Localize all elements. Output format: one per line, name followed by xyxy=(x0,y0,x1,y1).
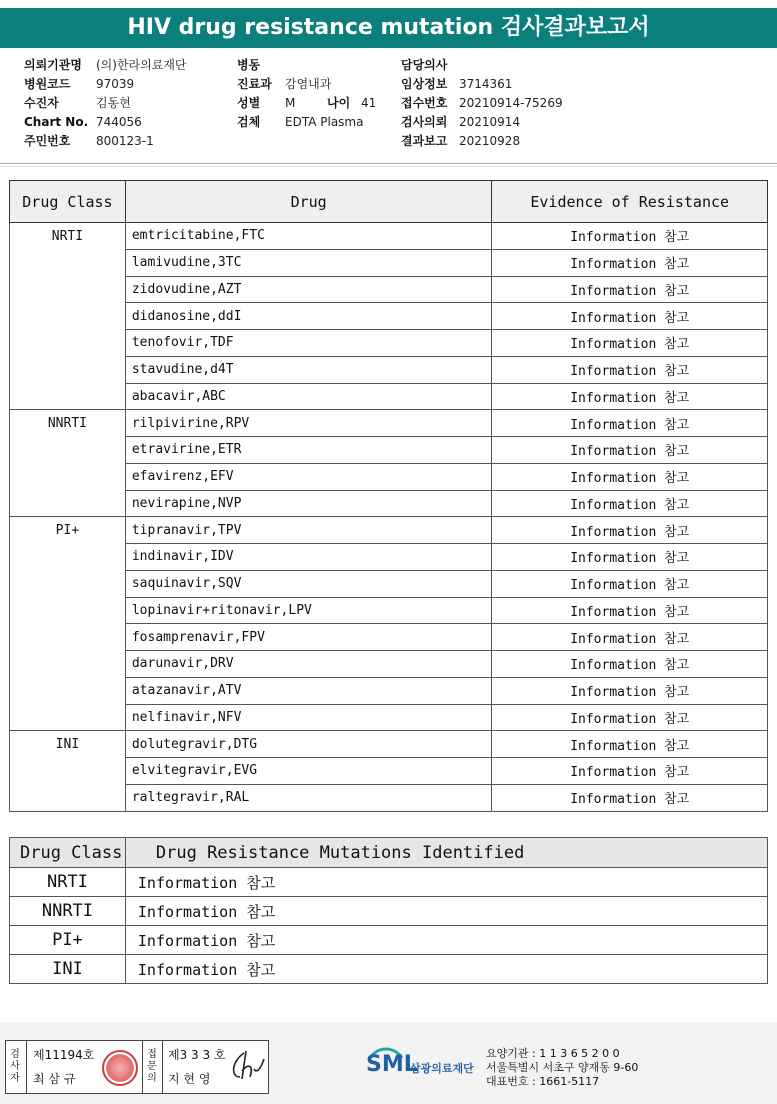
evidence-cell: Information 참고 xyxy=(492,758,768,785)
evidence-cell: Information 참고 xyxy=(492,544,768,571)
drug-cell: nelfinavir,NFV xyxy=(125,704,492,731)
evidence-cell: Information 참고 xyxy=(492,410,768,437)
field-value: 800123-1 xyxy=(96,134,154,148)
table-header-row xyxy=(10,838,768,868)
header-field xyxy=(24,94,187,113)
drug-cell: lopinavir+ritonavir,LPV xyxy=(125,597,492,624)
drug-cell: atazanavir,ATV xyxy=(125,677,492,704)
table-row xyxy=(10,897,768,926)
drug-cell: darunavir,DRV xyxy=(125,651,492,678)
drug-cell: tenofovir,TDF xyxy=(125,330,492,357)
mutations-cell: Information 참고 xyxy=(125,955,767,984)
field-value: 20210914 xyxy=(459,115,521,129)
field-value: EDTA Plasma xyxy=(285,115,364,129)
drug-cell: elvitegravir,EVG xyxy=(125,758,492,785)
field-label: 의뢰기관명 xyxy=(24,58,82,72)
drug-cell: emtricitabine,FTC xyxy=(125,223,492,250)
signature-icon xyxy=(226,1047,268,1087)
signature-box xyxy=(5,1040,269,1094)
address-block xyxy=(486,1047,638,1089)
col-header-mutations: Drug Resistance Mutations Identified xyxy=(125,838,767,868)
table-row xyxy=(10,926,768,955)
evidence-cell: Information 참고 xyxy=(492,437,768,464)
header-field xyxy=(24,113,187,132)
confirmer-label: 접문의 xyxy=(147,1049,157,1084)
divider xyxy=(26,1041,27,1093)
drug-cell: nevirapine,NVP xyxy=(125,490,492,517)
col-header-drug-class: Drug Class xyxy=(10,181,126,223)
drug-cell: rilpivirine,RPV xyxy=(125,410,492,437)
header-field xyxy=(237,113,376,132)
mutation-table-body xyxy=(10,868,768,984)
age-label: 나이 xyxy=(327,96,351,110)
drug-class-cell: PI+ xyxy=(10,926,126,955)
evidence-cell: Information 참고 xyxy=(492,249,768,276)
field-value: 3714361 xyxy=(459,77,513,91)
drug-cell: fosamprenavir,FPV xyxy=(125,624,492,651)
drug-cell: raltegravir,RAL xyxy=(125,784,492,811)
evidence-cell: Information 참고 xyxy=(492,330,768,357)
drug-cell: lamivudine,3TC xyxy=(125,249,492,276)
field-value: 20210928 xyxy=(459,134,521,148)
logo-text: SML xyxy=(366,1052,418,1077)
logo-org-name: 삼광의료재단 xyxy=(410,1062,474,1075)
header-col-3 xyxy=(401,56,563,151)
header-divider xyxy=(0,163,777,164)
field-value: 20210914-75269 xyxy=(459,96,563,110)
examiner-label: 검사자 xyxy=(10,1049,20,1084)
drug-class-cell: PI+ xyxy=(10,517,126,731)
drug-class-cell: INI xyxy=(10,955,126,984)
evidence-cell: Information 참고 xyxy=(492,463,768,490)
table-row xyxy=(10,410,768,437)
evidence-cell: Information 참고 xyxy=(492,624,768,651)
field-label: 병원코드 xyxy=(24,77,71,91)
evidence-cell: Information 참고 xyxy=(492,517,768,544)
evidence-cell: Information 참고 xyxy=(492,490,768,517)
examiner-name: 최 삼 규 xyxy=(33,1072,76,1086)
header-field xyxy=(401,75,563,94)
field-value: (의)한라의료재단 xyxy=(96,58,187,72)
evidence-cell: Information 참고 xyxy=(492,303,768,330)
field-label: 검사의뢰 xyxy=(401,115,448,129)
table-row xyxy=(10,955,768,984)
age-value: 41 xyxy=(361,96,377,110)
field-label: Chart No. xyxy=(24,115,89,129)
header-field xyxy=(24,56,187,75)
drug-cell: tipranavir,TPV xyxy=(125,517,492,544)
report-title: HIV drug resistance mutation 검사결과보고서 xyxy=(0,8,777,48)
field-label: 수진자 xyxy=(24,96,59,110)
header-field xyxy=(237,56,376,75)
table-row xyxy=(10,731,768,758)
field-label: 담당의사 xyxy=(401,58,448,72)
evidence-cell: Information 참고 xyxy=(492,731,768,758)
field-value: 감염내과 xyxy=(285,77,332,91)
drug-cell: dolutegravir,DTG xyxy=(125,731,492,758)
header-field xyxy=(401,94,563,113)
evidence-cell: Information 참고 xyxy=(492,704,768,731)
field-label: 진료과 xyxy=(237,77,272,91)
header-field xyxy=(24,75,187,94)
resistance-table-body xyxy=(10,223,768,812)
header-field xyxy=(401,56,563,75)
drug-class-cell: NRTI xyxy=(10,223,126,410)
header-field xyxy=(401,132,563,151)
drug-cell: zidovudine,AZT xyxy=(125,276,492,303)
header-field xyxy=(401,113,563,132)
drug-class-cell: NNRTI xyxy=(10,897,126,926)
field-value: 97039 xyxy=(96,77,135,91)
evidence-cell: Information 참고 xyxy=(492,784,768,811)
field-label: 결과보고 xyxy=(401,134,448,148)
field-label: 접수번호 xyxy=(401,96,448,110)
field-label: 병동 xyxy=(237,58,261,72)
table-header-row xyxy=(10,181,768,223)
table-row xyxy=(10,223,768,250)
drug-cell: stavudine,d4T xyxy=(125,356,492,383)
examiner-license: 제11194호 xyxy=(33,1048,95,1062)
evidence-cell: Information 참고 xyxy=(492,597,768,624)
col-header-drug: Drug xyxy=(125,181,492,223)
divider xyxy=(142,1041,143,1093)
table-row xyxy=(10,868,768,897)
drug-class-cell: INI xyxy=(10,731,126,811)
field-label: 임상정보 xyxy=(401,77,448,91)
seal-stamp-icon xyxy=(102,1050,138,1086)
drug-cell: abacavir,ABC xyxy=(125,383,492,410)
field-label: 주민번호 xyxy=(24,134,71,148)
field-value: 744056 xyxy=(96,115,142,129)
confirmer-name: 지 현 영 xyxy=(168,1072,211,1086)
field-value: 김동현 xyxy=(96,96,131,110)
sml-logo xyxy=(366,1048,481,1084)
evidence-cell: Information 참고 xyxy=(492,276,768,303)
drug-cell: didanosine,ddI xyxy=(125,303,492,330)
mutation-table xyxy=(9,837,768,984)
evidence-cell: Information 참고 xyxy=(492,677,768,704)
resistance-table xyxy=(9,180,768,812)
field-label: 검체 xyxy=(237,115,261,129)
evidence-cell: Information 참고 xyxy=(492,570,768,597)
drug-class-cell: NRTI xyxy=(10,868,126,897)
drug-cell: indinavir,IDV xyxy=(125,544,492,571)
col-header-evidence: Evidence of Resistance xyxy=(492,181,768,223)
field-value: M xyxy=(285,96,296,110)
confirmer-license: 제3 3 3 호 xyxy=(168,1048,226,1062)
table-row xyxy=(10,517,768,544)
header-field xyxy=(237,75,376,94)
drug-cell: saquinavir,SQV xyxy=(125,570,492,597)
header-divider-shadow xyxy=(0,166,777,167)
field-label: 성별 xyxy=(237,96,261,110)
mutations-cell: Information 참고 xyxy=(125,926,767,955)
mutations-cell: Information 참고 xyxy=(125,897,767,926)
col-header-drug-class: Drug Class xyxy=(10,838,126,868)
evidence-cell: Information 참고 xyxy=(492,651,768,678)
drug-cell: efavirenz,EFV xyxy=(125,463,492,490)
evidence-cell: Information 참고 xyxy=(492,223,768,250)
divider xyxy=(162,1041,163,1093)
header-col-2 xyxy=(237,56,376,132)
address-line: 대표번호 : 1661-5117 xyxy=(486,1075,600,1088)
mutations-cell: Information 참고 xyxy=(125,868,767,897)
drug-class-cell: NNRTI xyxy=(10,410,126,517)
header-col-1 xyxy=(24,56,187,151)
address-line: 서울특별시 서초구 양재동 9-60 xyxy=(486,1061,639,1074)
evidence-cell: Information 참고 xyxy=(492,383,768,410)
evidence-cell: Information 참고 xyxy=(492,356,768,383)
drug-cell: etravirine,ETR xyxy=(125,437,492,464)
address-line: 요양기관 : 1 1 3 6 5 2 0 0 xyxy=(486,1047,620,1060)
header-field xyxy=(237,94,376,113)
header-field xyxy=(24,132,187,151)
